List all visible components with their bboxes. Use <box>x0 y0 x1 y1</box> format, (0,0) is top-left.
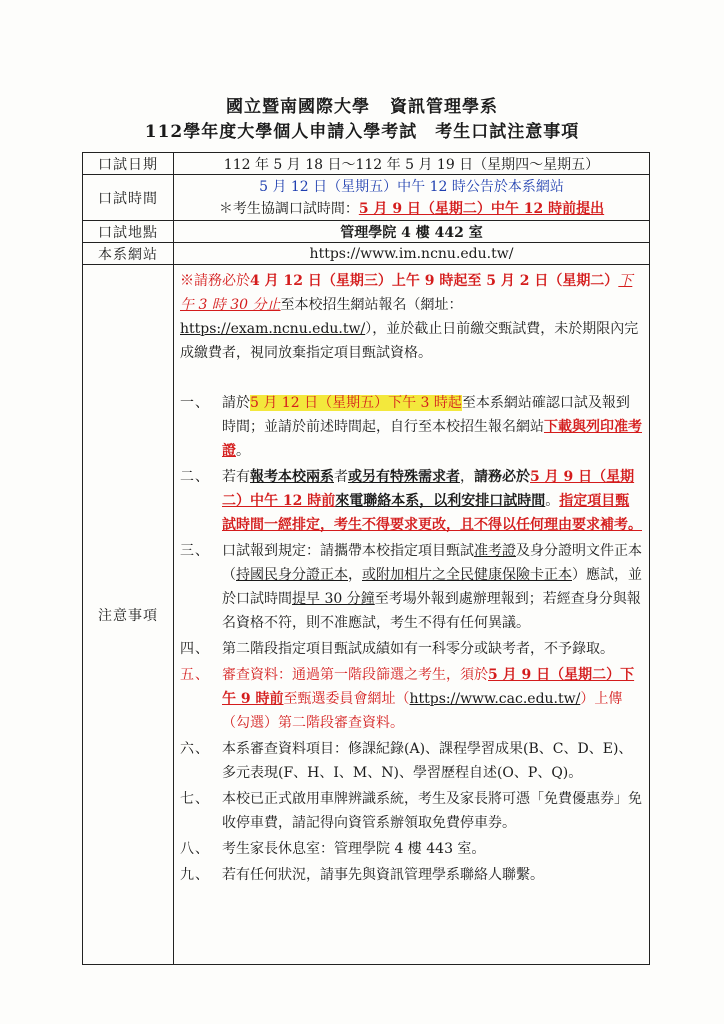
note-item-4: 四、 第二階段指定項目甄試成績如有一科零分或缺考者，不予錄取。 <box>180 641 614 657</box>
label-place: 口試地點 <box>83 221 174 243</box>
label-website: 本系網站 <box>83 243 174 265</box>
highlight-confirm-time: 5 月 12 日（星期五）下午 3 時起 <box>250 395 462 411</box>
note-item-9: 九、 若有任何狀況，請事先與資訊管理學系聯絡人聯繫。 <box>180 867 544 883</box>
document-title-line1 <box>0 92 724 117</box>
note-item-6: 六、 本系審查資料項目：修課紀錄(A)、課程學習成果(B、C、D、E)、多元表現(F、H、I、M、N)、學習歷程自述(O、P、Q)。 <box>180 741 633 781</box>
note-item-8: 八、 考生家長休息室：管理學院 4 樓 443 室。 <box>180 841 486 857</box>
row-time <box>83 175 650 221</box>
document-title-line2 <box>0 117 724 142</box>
time-coordinate-prefix: ＊考生協調口試時間： <box>218 200 359 217</box>
label-date: 口試日期 <box>83 153 174 175</box>
row-place <box>83 221 650 243</box>
row-notes <box>83 265 650 965</box>
info-table <box>82 152 650 965</box>
department-name: 資訊管理學系 <box>390 97 498 117</box>
value-time <box>174 175 650 221</box>
note-item-3: 三、 口試報到規定：請攜帶本校指定項目甄試准考證及身分證明文件正本（持國民身分證正本，或附加相片之全民健康保險卡正本）應試，並於口試時間提早 30 分鐘至考場外報到處辦理報到；若經查身分與報名資格不符，則不准應試，考生不得有任何異議。 <box>180 543 642 631</box>
row-date <box>83 153 650 175</box>
registration-warning: ※請務必於4 月 12 日（星期三）上午 9 時起至 5 月 2 日（星期二）下午 3 時 30 分止至本校招生網站報名（網址：https://exam.ncnu.edu.tw/），並於截止日前繳交甄試費，未於期限內完成繳費者，視同放棄指定項目甄試資格。 <box>180 273 639 361</box>
value-date: 112 年 5 月 18 日～112 年 5 月 19 日（星期四～星期五） <box>174 153 650 175</box>
row-website <box>83 243 650 265</box>
school-name: 國立暨南國際大學 <box>226 97 370 117</box>
notes-content <box>174 265 650 965</box>
time-coordinate-deadline: 5 月 9 日（星期二）中午 12 時前提出 <box>358 200 605 217</box>
value-website[interactable]: https://www.im.ncnu.edu.tw/ <box>174 243 650 265</box>
note-item-7: 七、 本校已正式啟用車牌辨識系統，考生及家長將可憑「免費優惠券」免收停車費，請記得向資管系辦領取免費停車券。 <box>180 791 642 831</box>
time-announce: 5 月 12 日（星期五）中午 12 時公告於本系網站 <box>259 178 564 195</box>
label-notes: 注意事項 <box>83 265 174 965</box>
time-coordinate <box>178 198 645 220</box>
value-place: 管理學院 4 樓 442 室 <box>174 221 650 243</box>
cac-site-link[interactable]: https://www.cac.edu.tw/ <box>409 691 581 707</box>
note-item-2: 二、 若有報考本校兩系者或另有特殊需求者，請務必於5 月 9 日（星期二）中午 12 時前來電聯絡本系，以利安排口試時間。指定項目甄試時間一經排定，考生不得要求更改，且不得以任何理由要求補考。 <box>180 469 642 533</box>
academic-year: 112 <box>144 122 184 142</box>
note-item-1: 一、 請於5 月 12 日（星期五）下午 3 時起至本系網站確認口試及報到時間；並請於前述時間起，自行至本校招生報名網站下載與列印准考證。 <box>180 395 642 459</box>
note-item-5: 五、 審查資料：通過第一階段篩選之考生，須於5 月 9 日（星期二）下午 9 時前至甄選委員會網址（https://www.cac.edu.tw/）上傳（勾選）第二階段審查資料。 <box>180 667 635 731</box>
label-time: 口試時間 <box>83 175 174 221</box>
exam-site-link[interactable]: https://exam.ncnu.edu.tw/ <box>180 321 366 337</box>
exam-title: 學年度大學個人申請入學考試 考生口試注意事項 <box>183 122 580 142</box>
